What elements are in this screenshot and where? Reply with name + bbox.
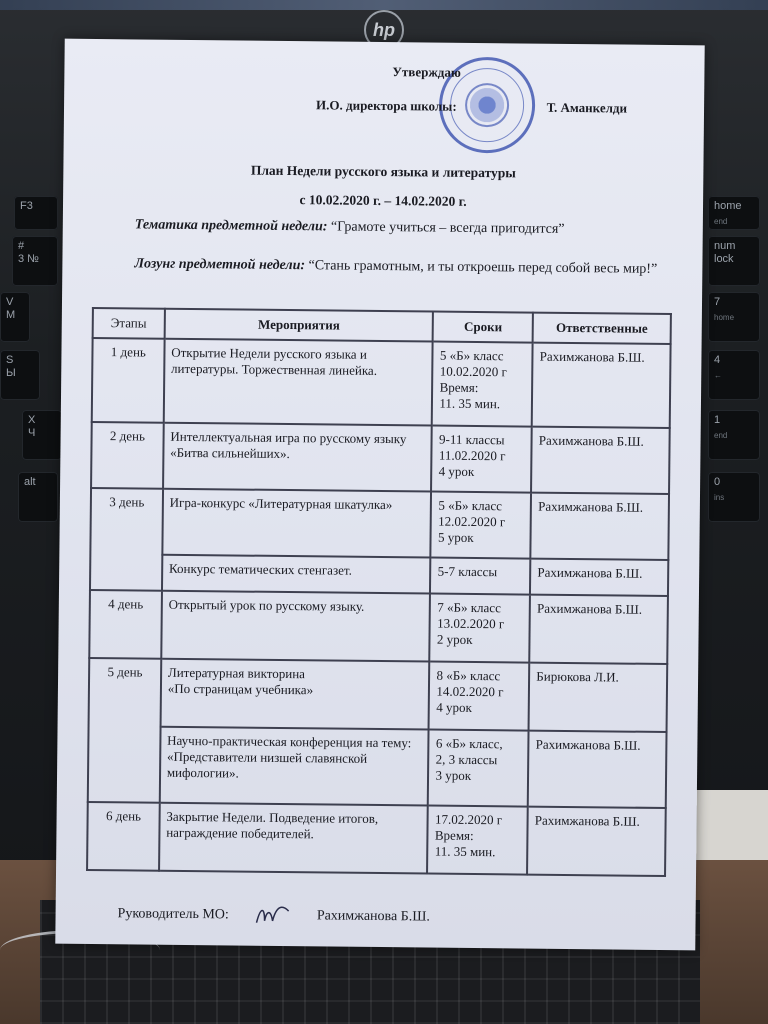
event-cell: Закрытие Недели. Подведение итогов, награждение победителей. (159, 803, 428, 874)
director-name: Т. Аманкелди (546, 99, 628, 116)
who-cell: Рахимжанова Б.Ш. (531, 493, 669, 560)
who-cell: Рахимжанова Б.Ш. (531, 427, 669, 494)
keyboard-key: 0 ins (708, 472, 760, 522)
event-cell: Литературная викторина «По страницам учебника» (160, 659, 429, 730)
day-cell: 2 день (91, 422, 163, 489)
table-row (90, 488, 669, 560)
table-row (91, 422, 670, 494)
plan-table (86, 307, 672, 877)
theme-value: “Грамоте учиться – всегда пригодится” (330, 219, 565, 237)
event-cell: Игра-конкурс «Литературная шкатулка» (162, 489, 431, 558)
keyboard-key: F3 (14, 196, 58, 230)
day-cell: 6 день (87, 802, 160, 871)
keyboard-key: 7 home (708, 292, 760, 342)
signature-line (117, 901, 430, 930)
laptop-base-corner (690, 790, 768, 860)
column-header: Этапы (93, 308, 165, 339)
day-cell: 1 день (92, 338, 165, 423)
approve-label: Утверждаю (392, 64, 461, 80)
event-cell: Конкурс тематических стенгазет. (162, 555, 431, 594)
keyboard-key: 4 ← (708, 350, 760, 400)
column-header: Ответственные (533, 313, 671, 344)
day-cell: 3 день (90, 488, 163, 591)
table-row (87, 802, 666, 876)
who-cell: Бирюкова Л.И. (529, 663, 667, 732)
when-cell: 5 «Б» класс 12.02.2020 г 5 урок (431, 492, 531, 559)
when-cell: 6 «Б» класс, 2, 3 классы 3 урок (428, 730, 529, 807)
table-row (89, 658, 668, 732)
keyboard-key: num lock (708, 236, 760, 286)
document-sheet (55, 39, 704, 951)
table-row (89, 590, 668, 664)
document-title: План Недели русского языка и литературы (250, 162, 516, 181)
theme-label: Тематика предметной недели: (134, 217, 328, 235)
theme-line (135, 217, 675, 239)
who-cell: Рахимжанова Б.Ш. (532, 343, 671, 428)
who-cell: Рахимжанова Б.Ш. (527, 807, 665, 876)
director-line (316, 97, 656, 117)
event-cell: Интеллектуальная игра по русскому языку «Битва сильнейших». (163, 423, 432, 492)
who-cell: Рахимжанова Б.Ш. (530, 559, 668, 596)
slogan-value: “Стань грамотным, и ты откроешь перед собой весь мир!” (308, 258, 658, 277)
keyboard-key: V М (0, 292, 30, 342)
keyboard-key: S Ы (0, 350, 40, 400)
keyboard-key: X Ч (22, 410, 62, 460)
when-cell: 17.02.2020 г Время: 11. 35 мин. (428, 806, 528, 875)
when-cell: 9-11 классы 11.02.2020 г 4 урок (432, 426, 532, 493)
day-cell: 5 день (88, 658, 161, 803)
keyboard-key: home end (708, 196, 760, 230)
column-header: Мероприятия (164, 309, 433, 342)
table-row (92, 338, 671, 428)
head-name: Рахимжанова Б.Ш. (316, 908, 430, 925)
day-cell: 4 день (89, 590, 162, 659)
director-label: И.О. директора школы: (315, 97, 457, 114)
event-cell: Открытый урок по русскому языку. (161, 591, 430, 662)
table-row (88, 726, 667, 808)
screen-edge (0, 0, 768, 10)
who-cell: Рахимжанова Б.Ш. (529, 595, 667, 664)
who-cell: Рахимжанова Б.Ш. (528, 731, 667, 808)
when-cell: 5-7 классы (430, 558, 530, 595)
keyboard-key: 1 end (708, 410, 760, 460)
keyboard-key: # 3 № (12, 236, 58, 286)
event-cell: Научно-практическая конференция на тему: «Представители низшей славянской мифологии». (160, 727, 429, 806)
when-cell: 8 «Б» класс 14.02.2020 г 4 урок (429, 662, 529, 731)
head-label: Руководитель МО: (117, 906, 229, 923)
handwritten-signature (253, 903, 293, 929)
when-cell: 5 «Б» класс 10.02.2020 г Время: 11. 35 мин. (432, 342, 533, 427)
keyboard-key: alt (18, 472, 58, 522)
hp-logo: hp (364, 10, 404, 50)
table-row (90, 554, 668, 596)
event-cell: Открытие Недели русского языка и литературы. Торжественная линейка. (164, 339, 434, 426)
column-header: Сроки (433, 312, 533, 343)
slogan-line (134, 251, 674, 282)
when-cell: 7 «Б» класс 13.02.2020 г 2 урок (430, 594, 530, 663)
slogan-label: Лозунг предметной недели: (134, 256, 306, 274)
document-dates: с 10.02.2020 г. – 14.02.2020 г. (299, 192, 467, 209)
